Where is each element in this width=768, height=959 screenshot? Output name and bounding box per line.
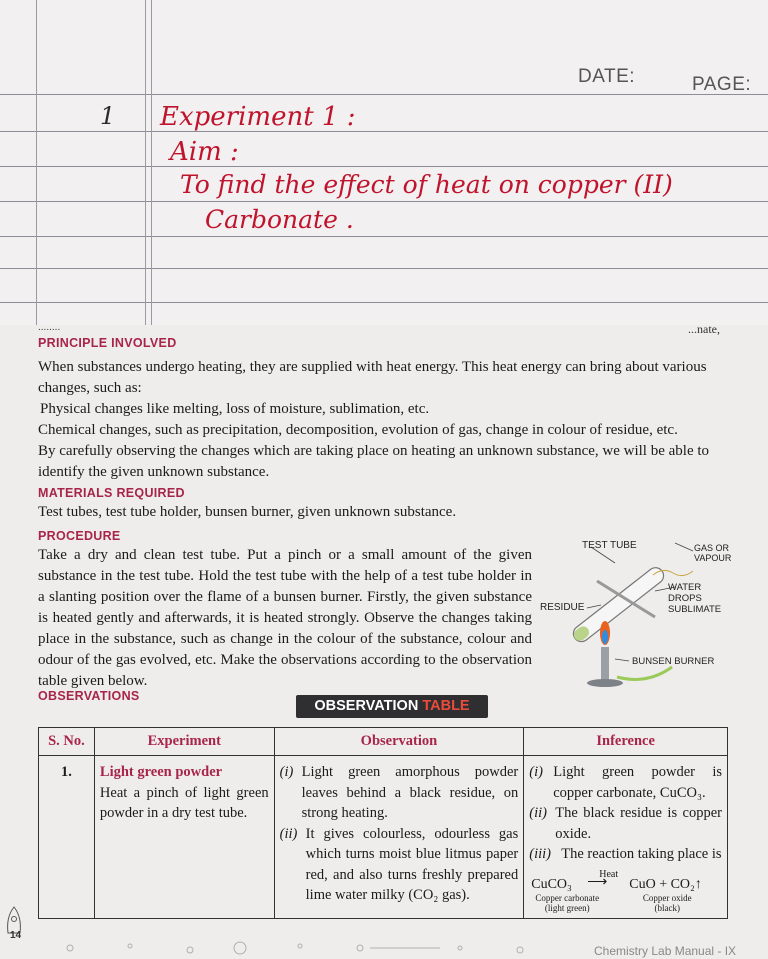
observations-heading: OBSERVATIONS bbox=[38, 689, 140, 703]
margin-number: 1 bbox=[100, 102, 116, 130]
footer-decoration bbox=[40, 936, 580, 958]
inference-item: (iii) The reaction taking place is bbox=[529, 846, 722, 862]
ruled-line bbox=[0, 166, 768, 167]
inference-item: (i) Light green powder is copper carbonate, CuCO₃. bbox=[529, 764, 722, 801]
materials-heading: MATERIALS REQUIRED bbox=[38, 486, 185, 500]
observation-table bbox=[38, 727, 728, 919]
observation-table-banner bbox=[296, 695, 488, 718]
label-test-tube: TEST TUBE bbox=[582, 540, 637, 551]
banner-main: OBSERVATION bbox=[314, 698, 419, 714]
observation-item: (i) Light green amorphous powder leaves behind a black residue, on strong heating. bbox=[279, 764, 519, 821]
col-experiment: Experiment bbox=[94, 728, 274, 756]
ruled-line bbox=[0, 131, 768, 132]
cell-sno: 1. bbox=[39, 756, 95, 919]
cut-text-right: ...nate, bbox=[688, 322, 720, 336]
handwritten-aim-text-2: Carbonate . bbox=[205, 205, 354, 234]
procedure-text: Take a dry and clean test tube. Put a pinch or a small amount of the given substance in the test tube. Hold the test tube with the help of a test tube holder in a slanting position over the flame of a bunsen burner. Firstly, the given substance is heated gently and afterwards, it is heated strongly. Observe the changes taking place in the substance, such as change in the colour of the substance, colour and odour of the gas evolved, etc. Make the observations according to the observation table given below. bbox=[38, 547, 532, 689]
col-inference: Inference bbox=[524, 728, 728, 756]
gas-hose bbox=[617, 667, 672, 679]
ruled-line bbox=[0, 302, 768, 303]
page-number: 14 bbox=[10, 930, 22, 941]
experiment-text: Heat a pinch of light green powder in a dry test tube. bbox=[99, 784, 269, 821]
cut-text-left: ........ bbox=[38, 322, 61, 333]
equation-reactant: CuCO₃ bbox=[531, 876, 572, 892]
date-label: DATE: bbox=[578, 66, 636, 87]
cell-observation bbox=[274, 756, 524, 919]
label-water-drops: WATER DROPS SUBLIMATE bbox=[668, 582, 722, 615]
table-header-row bbox=[39, 728, 728, 756]
equation-product-name: Copper oxide (black) bbox=[642, 892, 692, 913]
margin-line bbox=[151, 0, 152, 325]
cell-inference bbox=[524, 756, 728, 919]
principle-heading: PRINCIPLE INVOLVED bbox=[38, 336, 177, 350]
burner-base bbox=[587, 679, 623, 687]
principle-para-1: When substances undergo heating, they are supplied with heat energy. This heat energy can bring about various changes, such as: bbox=[38, 359, 707, 396]
equation-reactant-name: Copper carbonate (light green) bbox=[535, 892, 600, 913]
principle-para-2: Physical changes like melting, loss of moisture, sublimation, etc. bbox=[40, 401, 430, 417]
flame-core-icon bbox=[602, 630, 608, 644]
observation-item: (ii) It gives colourless, odourless gas which turns moist blue litmus paper red, and also turns freshly prepared lime water milky (CO₂ gas). bbox=[279, 825, 519, 903]
handwritten-experiment: Experiment 1 : bbox=[160, 102, 356, 132]
page-label: PAGE: bbox=[692, 74, 752, 95]
label-gas: GAS OR VAPOUR bbox=[694, 543, 732, 563]
experiment-title: Light green powder bbox=[99, 764, 223, 780]
reaction-arrow-icon: ⟶ bbox=[587, 874, 608, 890]
handwritten-aim: Aim : bbox=[170, 137, 239, 167]
materials-text: Test tubes, test tube holder, bunsen burner, given unknown substance. bbox=[38, 504, 457, 520]
ruled-line bbox=[0, 268, 768, 269]
principle-para-4: By carefully observing the changes which are taking place on heating an unknown substance, we will be able to identify the given unknown substance. bbox=[38, 443, 710, 480]
label-residue: RESIDUE bbox=[540, 602, 585, 613]
ruled-line bbox=[0, 236, 768, 237]
handwritten-aim-text: To find the effect of heat on copper (II) bbox=[180, 170, 673, 199]
ruled-line bbox=[0, 94, 768, 95]
equation-arrow-label: Heat bbox=[599, 868, 619, 880]
col-sno: S. No. bbox=[39, 728, 95, 756]
principle-para-3: Chemical changes, such as precipitation, decomposition, evolution of gas, change in colour of residue, etc. bbox=[38, 422, 678, 438]
margin-line bbox=[36, 0, 37, 325]
equation-products: CuO + CO₂↑ bbox=[629, 876, 702, 892]
reaction-equation bbox=[529, 867, 722, 913]
table-row bbox=[39, 756, 728, 919]
inference-item: (ii) The black residue is copper oxide. bbox=[529, 805, 722, 842]
burner-tube bbox=[601, 647, 609, 681]
col-observation: Observation bbox=[274, 728, 524, 756]
notebook-page bbox=[0, 0, 768, 325]
banner-accent: TABLE bbox=[422, 698, 470, 714]
cell-experiment bbox=[94, 756, 274, 919]
margin-line bbox=[145, 0, 146, 325]
footer-title: Chemistry Lab Manual - IX bbox=[594, 944, 737, 958]
label-bunsen-burner: BUNSEN BURNER bbox=[632, 656, 715, 667]
procedure-heading: PROCEDURE bbox=[38, 529, 121, 543]
ruled-line bbox=[0, 201, 768, 202]
